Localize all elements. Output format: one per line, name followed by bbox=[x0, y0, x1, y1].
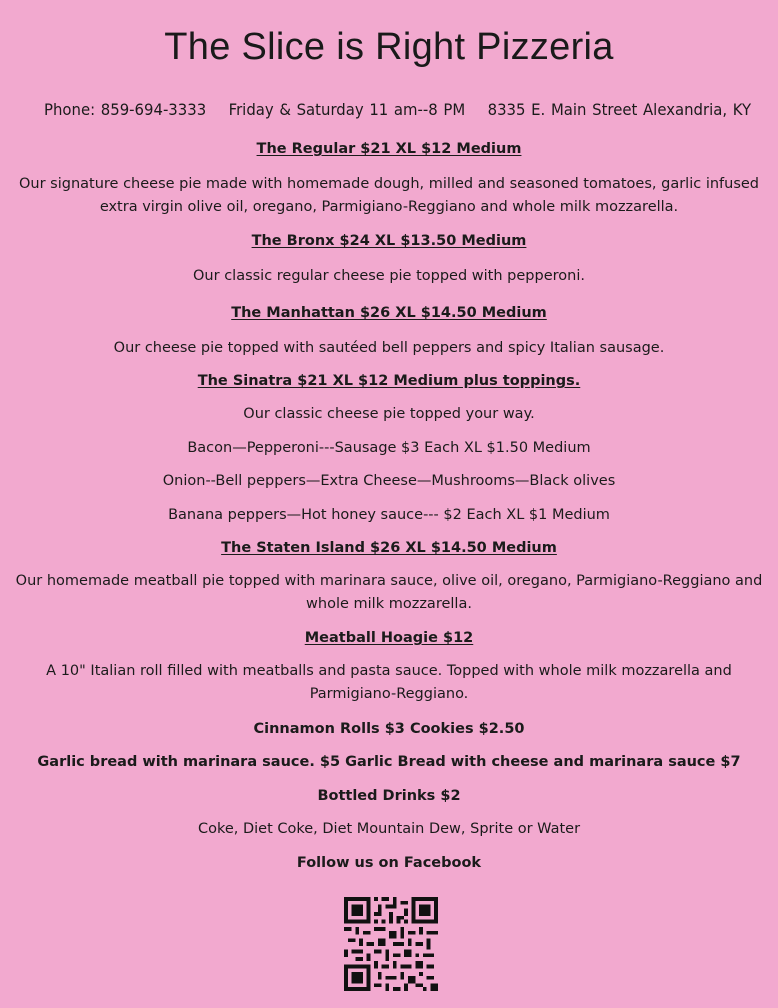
menu-item-sinatra bbox=[0, 370, 778, 392]
address-text: 8335 E. Main Street Alexandria, KY bbox=[487, 100, 752, 119]
menu-heading-bronx: The Bronx $24 XL $13.50 Medium bbox=[251, 233, 527, 249]
toppings-line-3: Banana peppers—Hot honey sauce--- $2 Each XL $1 Medium bbox=[168, 507, 610, 523]
menu-heading-sinatra: The Sinatra $21 XL $12 Medium plus toppings. bbox=[197, 373, 581, 389]
hours-text: Friday & Saturday 11 am--8 PM bbox=[228, 100, 466, 119]
menu-desc-bronx: Our classic regular cheese pie topped with pepperoni. bbox=[193, 268, 585, 284]
menu-item-hoagie bbox=[0, 627, 778, 649]
page-title: The Slice is Right Pizzeria bbox=[164, 26, 614, 68]
drinks-list: Coke, Diet Coke, Diet Mountain Dew, Sprite or Water bbox=[197, 821, 581, 837]
menu-item-bronx bbox=[0, 230, 778, 252]
menu-item-regular bbox=[0, 138, 778, 160]
garlic-bread-line: Garlic bread with marinara sauce. $5 Garlic Bread with cheese and marinara sauce $7 bbox=[37, 754, 741, 770]
toppings-line-2: Onion--Bell peppers—Extra Cheese—Mushrooms—Black olives bbox=[162, 473, 616, 489]
qr-code-icon bbox=[344, 897, 438, 991]
menu-desc-manhattan: Our cheese pie topped with sautéed bell peppers and spicy Italian sausage. bbox=[113, 340, 665, 356]
menu-heading-manhattan: The Manhattan $26 XL $14.50 Medium bbox=[231, 305, 547, 321]
menu-desc-staten: Our homemade meatball pie topped with marinara sauce, olive oil, oregano, Parmigiano-Reggiano and whole milk mozzarella. bbox=[15, 573, 763, 612]
follow-facebook: Follow us on Facebook bbox=[296, 855, 482, 871]
sweets-line: Cinnamon Rolls $3 Cookies $2.50 bbox=[253, 721, 525, 737]
menu-desc-hoagie: A 10" Italian roll filled with meatballs and pasta sauce. Topped with whole milk mozzarella and Parmigiano-Reggiano. bbox=[46, 663, 732, 702]
menu-item-manhattan bbox=[0, 302, 778, 324]
drinks-heading: Bottled Drinks $2 bbox=[317, 788, 461, 804]
menu-heading-hoagie: Meatball Hoagie $12 bbox=[304, 630, 474, 646]
menu-desc-regular: Our signature cheese pie made with homemade dough, milled and seasoned tomatoes, garlic infused extra virgin olive oil, oregano, Parmigiano-Reggiano and whole milk mozzarella. bbox=[18, 176, 760, 215]
toppings-line-1: Bacon—Pepperoni---Sausage $3 Each XL $1.50 Medium bbox=[187, 440, 591, 456]
contact-info bbox=[44, 100, 752, 119]
phone-text: Phone: 859-694-3333 bbox=[44, 100, 207, 119]
menu-item-staten bbox=[0, 537, 778, 559]
menu-heading-regular: The Regular $21 XL $12 Medium bbox=[256, 141, 522, 157]
menu-heading-staten: The Staten Island $26 XL $14.50 Medium bbox=[221, 540, 557, 556]
menu-desc-sinatra: Our classic cheese pie topped your way. bbox=[243, 406, 535, 422]
